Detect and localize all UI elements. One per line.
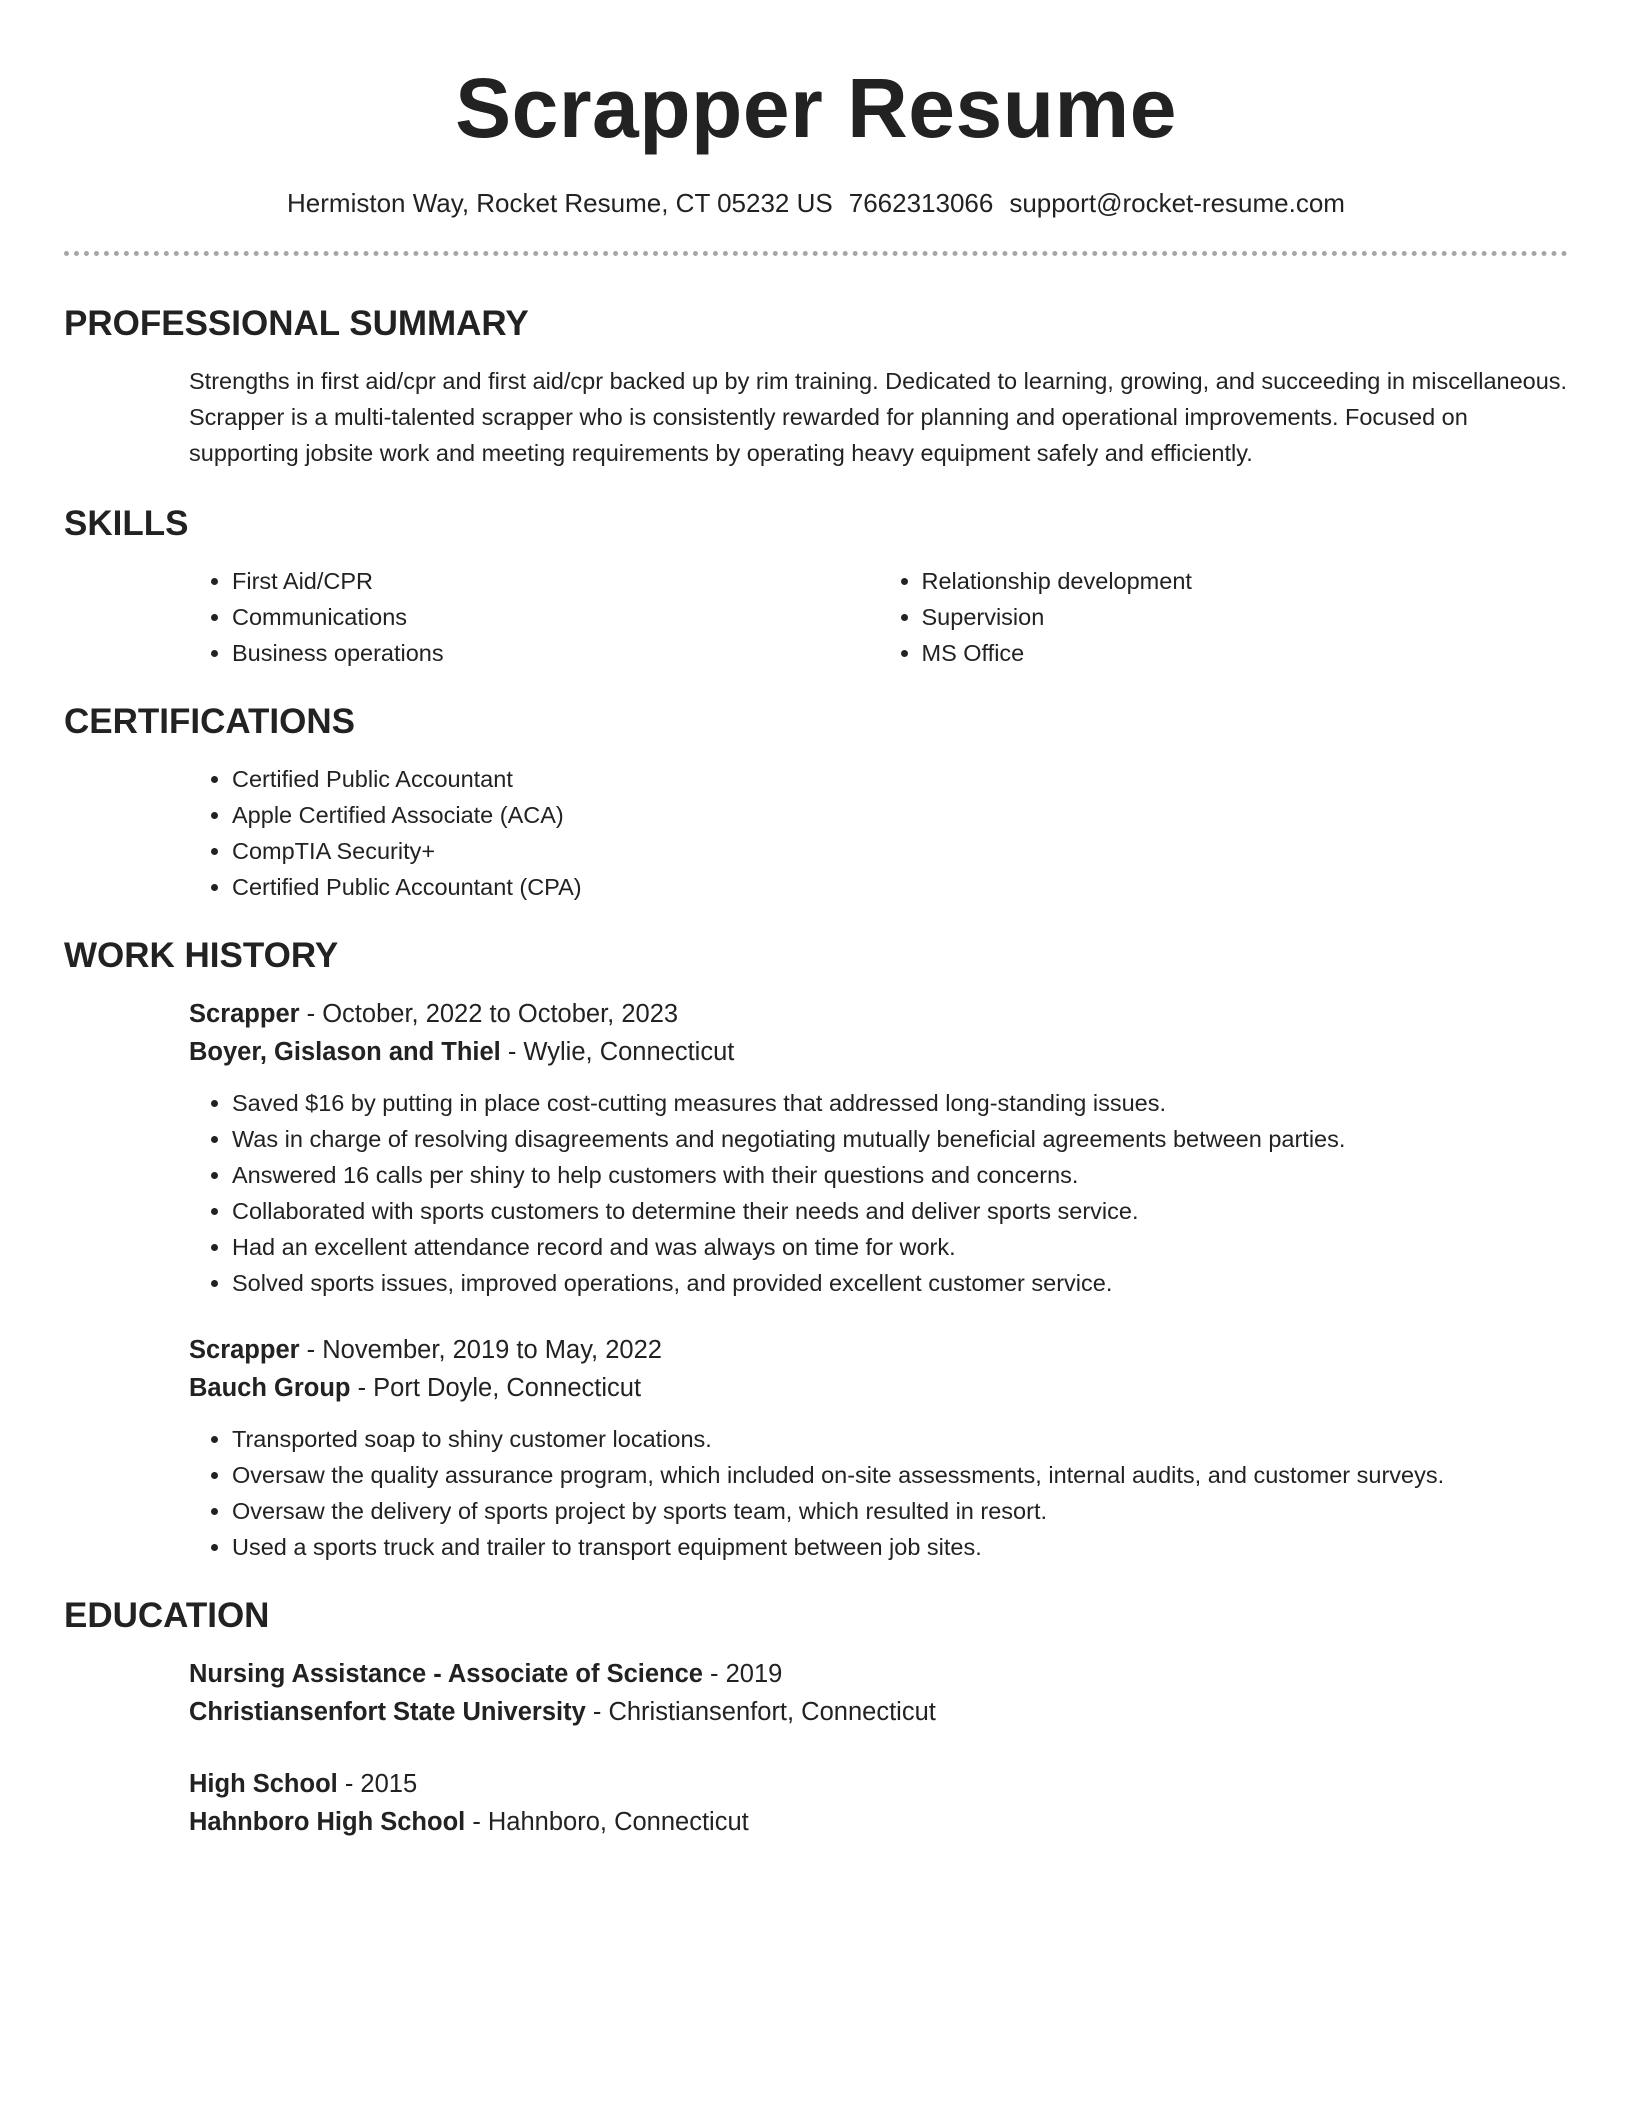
job-bullet: • Oversaw the delivery of sports project by sports team, which resulted in resort.	[232, 1493, 1568, 1529]
job-company-line	[189, 1369, 1568, 1407]
skill-item: • Business operations	[232, 635, 879, 671]
education-degree-line	[189, 1655, 1568, 1693]
header-divider	[64, 251, 1568, 256]
education-year: - 2019	[702, 1660, 783, 1688]
job-bullets	[189, 1421, 1568, 1565]
job-entry	[189, 1331, 1568, 1565]
contact-address: Hermiston Way, Rocket Resume, CT 05232 US	[287, 188, 833, 218]
contact-line	[64, 187, 1568, 219]
summary-heading: PROFESSIONAL SUMMARY	[64, 304, 529, 343]
skill-item: • Relationship development	[922, 563, 1569, 599]
job-location: - Port Doyle, Connecticut	[350, 1374, 642, 1402]
job-company-line	[189, 1033, 1568, 1071]
contact-phone: 7662313066	[848, 188, 994, 218]
job-title: Scrapper	[189, 1336, 300, 1364]
education-year: - 2015	[337, 1770, 418, 1798]
job-location: - Wylie, Connecticut	[500, 1038, 735, 1066]
job-bullet: • Had an excellent attendance record and was always on time for work.	[232, 1229, 1568, 1265]
skills-list-left	[189, 563, 879, 671]
certifications-section	[64, 701, 1568, 905]
education-entry	[189, 1655, 1568, 1731]
job-dates: - November, 2019 to May, 2022	[299, 1336, 662, 1364]
certification-item: • Certified Public Accountant (CPA)	[232, 869, 1568, 905]
certification-item: • Apple Certified Associate (ACA)	[232, 797, 1568, 833]
education-heading: EDUCATION	[64, 1596, 270, 1635]
certifications-list	[189, 761, 1568, 905]
skill-item: • Supervision	[922, 599, 1569, 635]
job-bullets	[189, 1085, 1568, 1301]
education-entry	[189, 1765, 1568, 1841]
work-section	[64, 935, 1568, 1565]
education-school: Hahnboro High School	[189, 1808, 466, 1836]
job-title-line	[189, 1331, 1568, 1369]
education-degree: Nursing Assistance - Associate of Science	[189, 1660, 703, 1688]
skill-item: • Communications	[232, 599, 879, 635]
skill-item: • First Aid/CPR	[232, 563, 879, 599]
skills-section	[64, 503, 1568, 671]
education-degree: High School	[189, 1770, 338, 1798]
job-bullet: • Solved sports issues, improved operations, and provided excellent customer service.	[232, 1265, 1568, 1301]
certification-item: • Certified Public Accountant	[232, 761, 1568, 797]
job-company: Bauch Group	[189, 1374, 351, 1402]
contact-email: support@rocket-resume.com	[1009, 188, 1345, 218]
job-bullet: • Answered 16 calls per shiny to help customers with their questions and concerns.	[232, 1157, 1568, 1193]
skills-list-right	[879, 563, 1569, 671]
education-location: - Christiansenfort, Connecticut	[585, 1698, 936, 1726]
job-dates: - October, 2022 to October, 2023	[299, 1000, 679, 1028]
certification-item: • CompTIA Security+	[232, 833, 1568, 869]
summary-text: Strengths in first aid/cpr and first aid/cpr backed up by rim training. Dedicated to learning, growing, and succeeding in miscellaneous. Scrapper is a multi-talented scrapper who is consistently rewarded for planning and operational improvements. Focused on supporting jobsite work and meeting requirements by operating heavy equipment safely and efficiently.	[189, 368, 1568, 466]
work-heading: WORK HISTORY	[64, 936, 339, 975]
job-bullet: • Used a sports truck and trailer to transport equipment between job sites.	[232, 1529, 1568, 1565]
certifications-heading: CERTIFICATIONS	[64, 702, 356, 741]
education-location: - Hahnboro, Connecticut	[465, 1808, 749, 1836]
education-degree-line	[189, 1765, 1568, 1803]
job-bullet: • Was in charge of resolving disagreements and negotiating mutually beneficial agreements between parties.	[232, 1121, 1568, 1157]
resume-page	[64, 0, 1568, 1841]
education-school-line	[189, 1803, 1568, 1841]
education-school-line	[189, 1693, 1568, 1731]
job-bullet: • Collaborated with sports customers to determine their needs and deliver sports service.	[232, 1193, 1568, 1229]
job-bullet: • Oversaw the quality assurance program, which included on-site assessments, internal audits, and customer surveys.	[232, 1457, 1568, 1493]
job-title: Scrapper	[189, 1000, 300, 1028]
job-entry	[189, 995, 1568, 1301]
resume-name: Scrapper Resume	[455, 61, 1177, 155]
skills-heading: SKILLS	[64, 504, 189, 543]
job-bullet: • Transported soap to shiny customer locations.	[232, 1421, 1568, 1457]
job-bullet: • Saved $16 by putting in place cost-cutting measures that addressed long-standing issues.	[232, 1085, 1568, 1121]
job-title-line	[189, 995, 1568, 1033]
job-company: Boyer, Gislason and Thiel	[189, 1038, 501, 1066]
education-section	[64, 1595, 1568, 1841]
education-school: Christiansenfort State University	[189, 1698, 586, 1726]
summary-section	[64, 303, 1568, 471]
skill-item: • MS Office	[922, 635, 1569, 671]
